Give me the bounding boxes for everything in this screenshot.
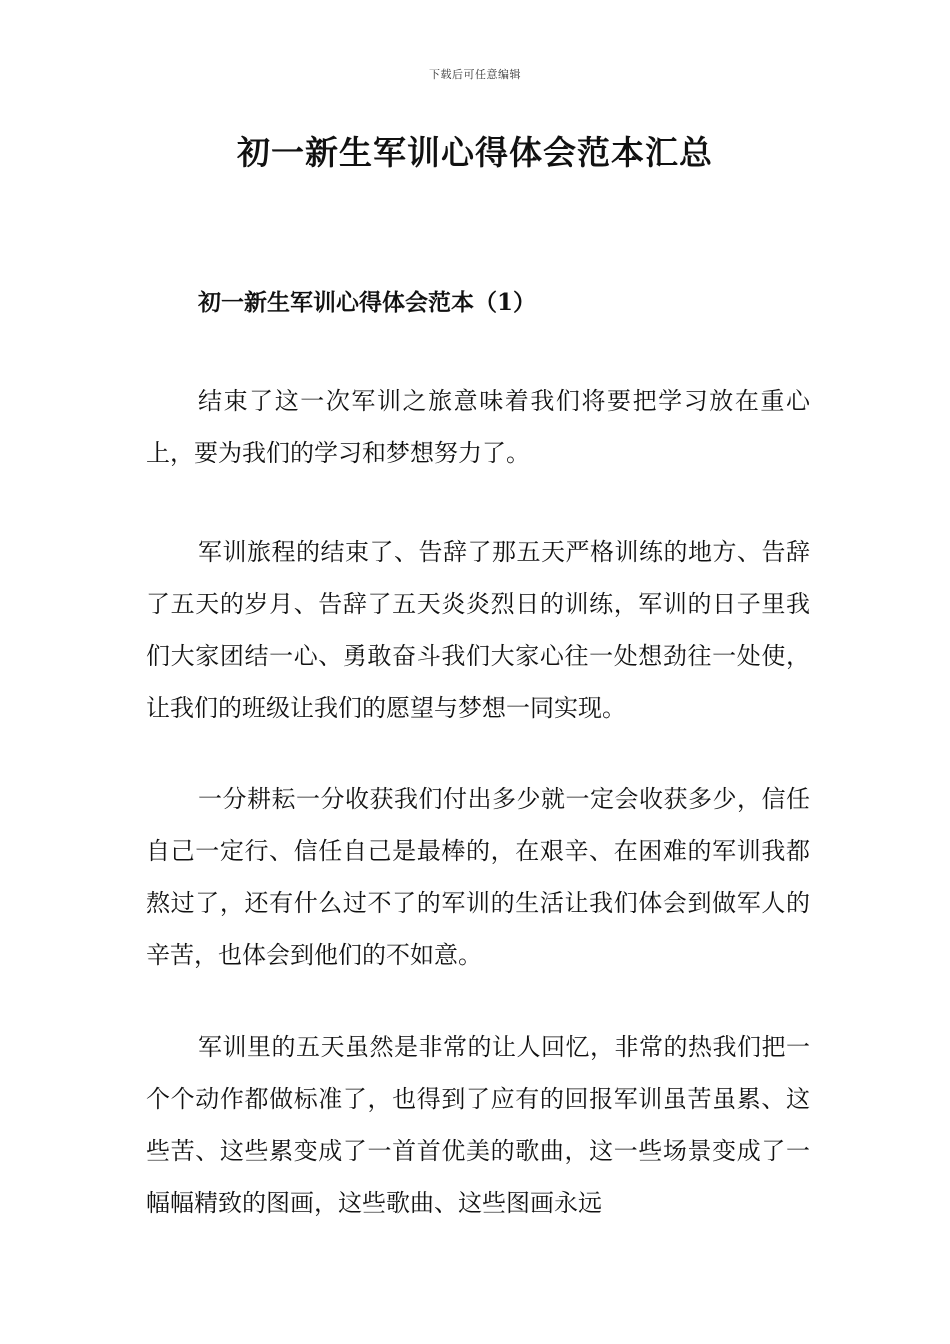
paragraph-3: 一分耕耘一分收获我们付出多少就一定会收获多少，信任自己一定行、信任自己是最棒的，在艰辛、在困难的军训我都熬过了，还有什么过不了的军训的生活让我们体会到做军人的辛苦，也体会到他们的不如意。: [146, 785, 810, 969]
section-heading: 初一新生军训心得体会范本（1）: [198, 289, 537, 316]
paragraph-4: 军训里的五天虽然是非常的让人回忆，非常的热我们把一个个动作都做标准了，也得到了应有的回报军训虽苦虽累、这些苦、这些累变成了一首首优美的歌曲，这一些场景变成了一幅幅精致的图画，这些歌曲、这些图画永远: [146, 1033, 810, 1217]
header-note: 下载后可任意编辑: [429, 68, 521, 81]
document-title: 初一新生军训心得体会范本汇总: [237, 133, 713, 172]
paragraph-1: 结束了这一次军训之旅意味着我们将要把学习放在重心上，要为我们的学习和梦想努力了。: [146, 387, 810, 467]
paragraph-2: 军训旅程的结束了、告辞了那五天严格训练的地方、告辞了五天的岁月、告辞了五天炎炎烈日的训练，军训的日子里我们大家团结一心、勇敢奋斗我们大家心往一处想劲往一处使，让我们的班级让我们的愿望与梦想一同实现。: [146, 538, 810, 722]
